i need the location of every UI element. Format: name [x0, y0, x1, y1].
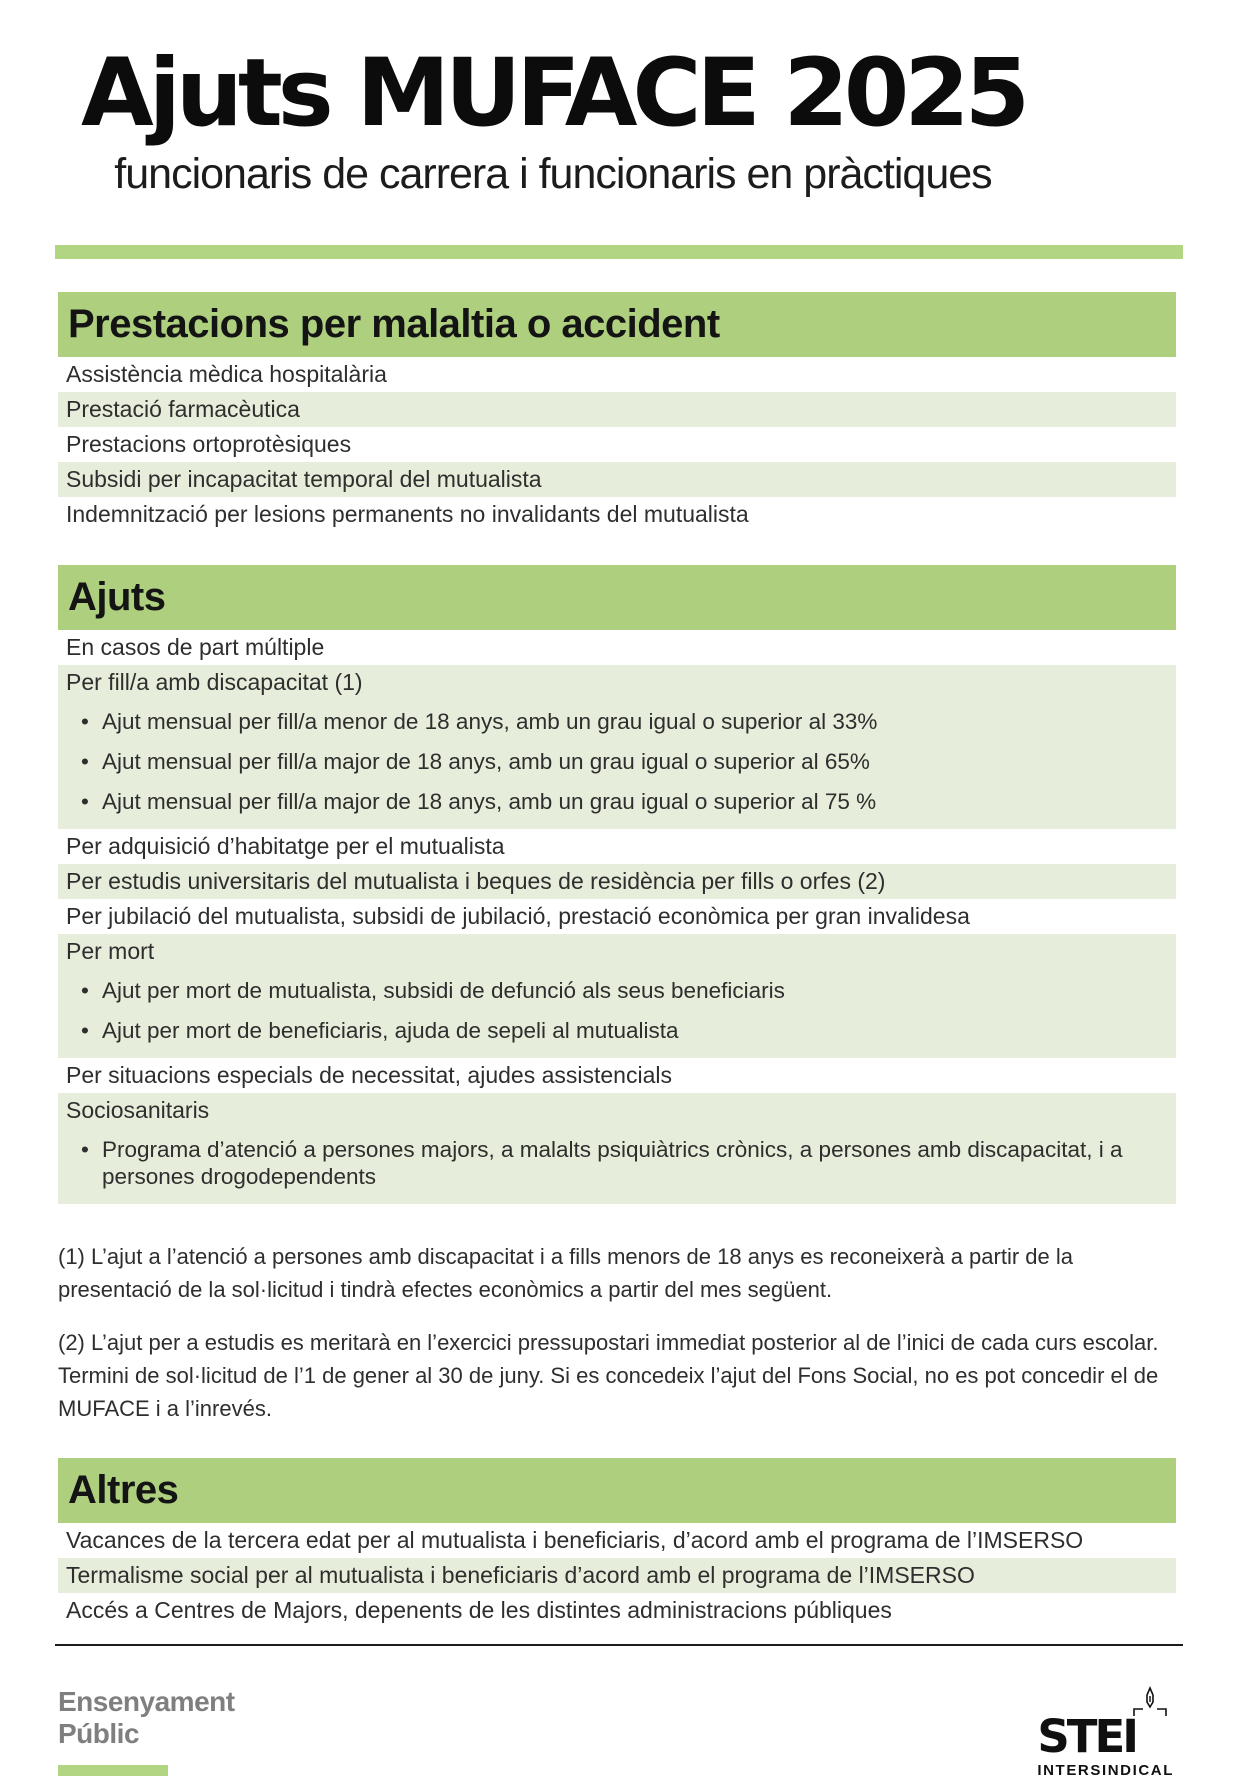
list-item: [58, 829, 1176, 864]
list-item: [58, 392, 1176, 427]
bullet-item: • Ajut mensual per fill/a major de 18 anys, amb un grau igual o superior al 75 %: [66, 788, 1146, 815]
list-item: [58, 357, 1176, 392]
org-name: [58, 1686, 235, 1750]
page-subtitle: funcionaris de carrera i funcionaris en pràctiques: [114, 149, 992, 198]
list-item: [58, 665, 1176, 829]
list-item-text: En casos de part múltiple: [66, 633, 325, 660]
section-heading: Prestacions per malaltia o accident: [58, 292, 1176, 357]
org-block: [58, 1686, 235, 1776]
header-divider: [55, 245, 1183, 259]
list-item: [58, 630, 1176, 665]
stei-logo-subtext: INTERSINDICAL: [1037, 1761, 1174, 1779]
section-heading: Altres: [58, 1458, 1176, 1523]
stei-logo-text: STEI: [1037, 1709, 1136, 1763]
bullet-list: [66, 708, 1166, 815]
list-item: [58, 462, 1176, 497]
list-item-text: Prestacions ortoprotèsiques: [66, 430, 352, 457]
list-item: [58, 864, 1176, 899]
bullet-item: • Ajut mensual per fill/a menor de 18 anys, amb un grau igual o superior al 33%: [66, 708, 1146, 735]
org-name-line1: Ensenyament: [58, 1685, 235, 1717]
poster-header: [58, 0, 1048, 199]
list-item-text: Per jubilació del mutualista, subsidi de jubilació, prestació econòmica per gran invalidesa: [66, 902, 970, 929]
list-item-text: Vacances de la tercera edat per al mutualista i beneficiaris, d’acord amb el programa de l’IMSERSO: [66, 1526, 1084, 1553]
list-item: [58, 497, 1176, 532]
list-item: [58, 934, 1176, 1058]
sections-container: [58, 292, 1176, 1628]
list-item-text: Per situacions especials de necessitat, ajudes assistencials: [66, 1061, 672, 1088]
pen-nib-icon: [1128, 1687, 1172, 1717]
list-item-text: Per mort: [66, 937, 155, 964]
section-heading: Ajuts: [58, 565, 1176, 630]
list-item-text: Accés a Centres de Majors, depenents de les distintes administracions públiques: [66, 1596, 892, 1623]
page-title: Ajuts MUFACE 2025: [80, 39, 1026, 148]
poster-footer: [58, 1686, 1176, 1779]
footnotes: [58, 1240, 1168, 1425]
org-name-line2: Públic: [58, 1717, 140, 1749]
list-item: [58, 1558, 1176, 1593]
bullet-list: [66, 977, 1166, 1044]
footer-divider: [55, 1644, 1183, 1646]
list-item-text: Prestació farmacèutica: [66, 395, 300, 422]
list-item-text: Sociosanitaris: [66, 1096, 210, 1123]
list-item-text: Per adquisició d’habitatge per el mutualista: [66, 832, 505, 859]
list-item: [58, 427, 1176, 462]
stei-logo: [1037, 1709, 1174, 1779]
list-item: [58, 1523, 1176, 1558]
list-item-text: Subsidi per incapacitat temporal del mutualista: [66, 465, 542, 492]
list-item-text: Assistència mèdica hospitalària: [66, 360, 387, 387]
section: [58, 1458, 1176, 1628]
bullet-list: [66, 1136, 1166, 1190]
bullet-item: • Ajut per mort de beneficiaris, ajuda de sepeli al mutualista: [66, 1017, 1146, 1044]
org-underline-bar: [58, 1765, 168, 1776]
bullet-item: • Ajut mensual per fill/a major de 18 anys, amb un grau igual o superior al 65%: [66, 748, 1146, 775]
list-item-text: Per estudis universitaris del mutualista i beques de residència per fills o orfes (2): [66, 867, 886, 894]
footnote: (2) L’ajut per a estudis es meritarà en l’exercici pressupostari immediat posterior al de l’inici de cada curs escolar. Termini de sol·licitud de l’1 de gener al 30 de juny. Si es concedeix l’ajut del Fons Social, no es pot concedir el de MUFACE i a l’inrevés.: [58, 1329, 1159, 1421]
section: [58, 292, 1176, 532]
list-item-text: Indemnització per lesions permanents no invalidants del mutualista: [66, 500, 749, 527]
list-item: [58, 899, 1176, 934]
list-item-text: Termalisme social per al mutualista i beneficiaris d’acord amb el programa de l’IMSERSO: [66, 1561, 975, 1588]
list-item: [58, 1593, 1176, 1628]
list-item-text: Per fill/a amb discapacitat (1): [66, 668, 363, 695]
list-item: [58, 1093, 1176, 1204]
section: [58, 565, 1176, 1425]
bullet-item: • Programa d’atenció a persones majors, a malalts psiquiàtrics crònics, a persones amb discapacitat, i a persones drogodependents: [66, 1136, 1146, 1190]
list-item: [58, 1058, 1176, 1093]
bullet-item: • Ajut per mort de mutualista, subsidi de defunció als seus beneficiaris: [66, 977, 1146, 1004]
footnote: (1) L’ajut a l’atenció a persones amb discapacitat i a fills menors de 18 anys es reconeixerà a partir de la presentació de la sol·licitud i tindrà efectes econòmics a partir del mes següent.: [58, 1243, 1073, 1302]
